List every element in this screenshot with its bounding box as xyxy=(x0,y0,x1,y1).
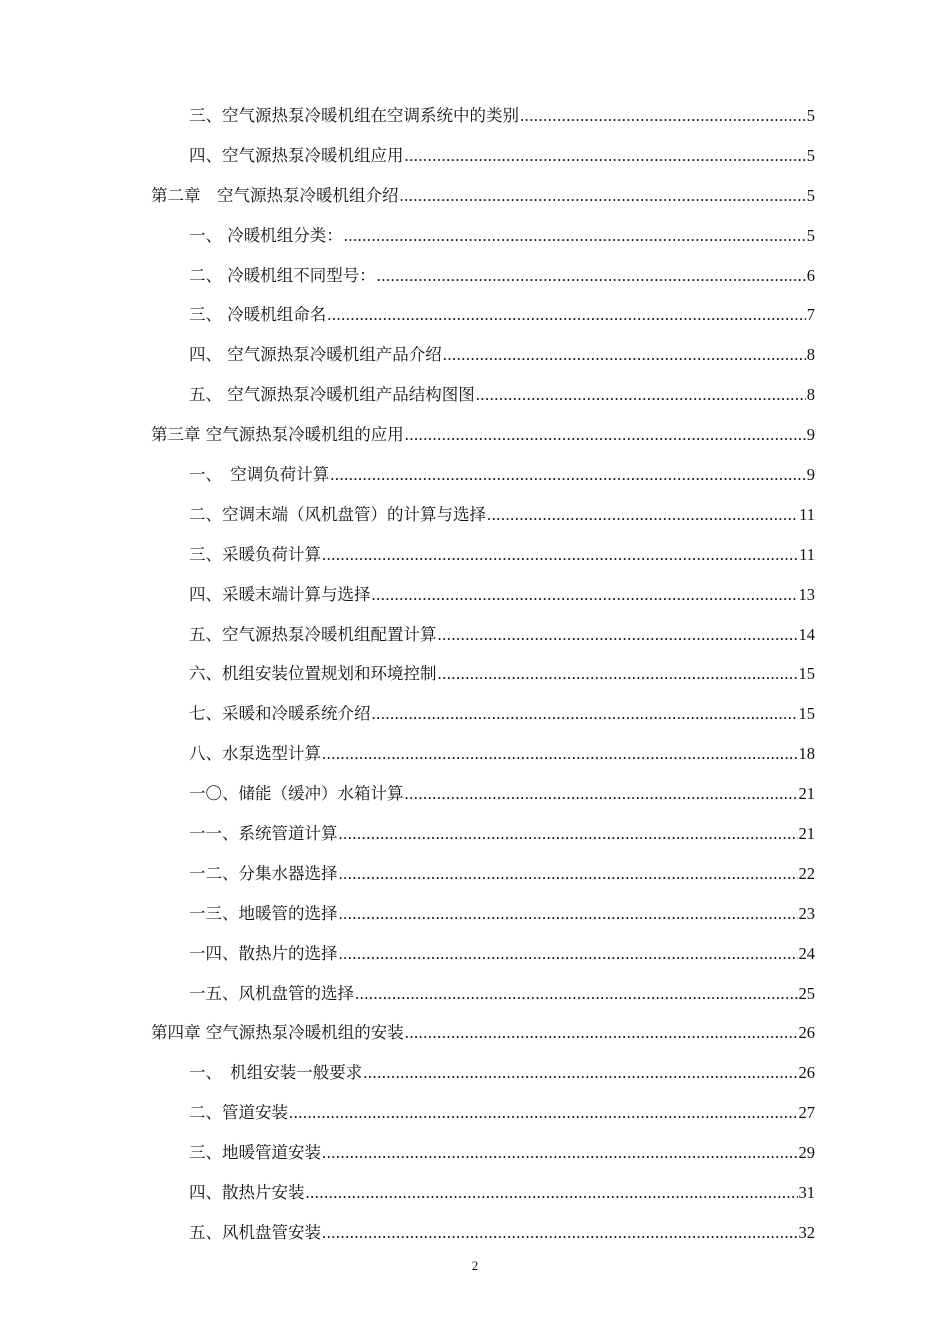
toc-section-entry[interactable] xyxy=(151,96,815,136)
toc-entry-label: 第二章 空气源热泵冷暖机组介绍 xyxy=(151,185,399,205)
toc-entry-label: 四、空气源热泵冷暖机组应用 xyxy=(189,145,404,165)
toc-section-entry[interactable] xyxy=(151,615,815,655)
toc-entry-page: 29 xyxy=(798,1143,815,1163)
toc-section-entry[interactable] xyxy=(151,974,815,1014)
toc-entry-label: 一四、散热片的选择 xyxy=(189,943,338,963)
toc-entry-label: 一五、风机盘管的选择 xyxy=(189,983,354,1003)
dot-leader xyxy=(327,295,806,335)
toc-entry-label: 八、水泵选型计算 xyxy=(189,744,321,764)
toc-entry-page: 18 xyxy=(798,744,815,764)
toc-entry-label: 三、地暖管道安装 xyxy=(189,1143,321,1163)
toc-section-entry[interactable] xyxy=(151,136,815,176)
dot-leader xyxy=(330,455,806,495)
dot-leader xyxy=(443,335,806,375)
toc-section-entry[interactable] xyxy=(151,934,815,974)
toc-section-entry[interactable] xyxy=(151,1053,815,1093)
toc-section-entry[interactable] xyxy=(151,814,815,854)
toc-chapter-entry[interactable] xyxy=(151,176,815,216)
dot-leader xyxy=(322,1213,798,1253)
toc-entry-label: 一、 机组安装一般要求 xyxy=(189,1063,363,1083)
toc-entry-page: 5 xyxy=(806,145,815,165)
toc-chapter-entry[interactable] xyxy=(151,415,815,455)
toc-entry-page: 8 xyxy=(806,345,815,365)
toc-section-entry[interactable] xyxy=(151,455,815,495)
toc-entry-page: 26 xyxy=(798,1063,815,1083)
toc-entry-page: 5 xyxy=(806,106,815,125)
toc-section-entry[interactable] xyxy=(151,216,815,256)
toc-entry-page: 24 xyxy=(798,943,815,963)
dot-leader xyxy=(487,495,798,535)
dot-leader xyxy=(289,1093,798,1133)
toc-entry-page: 11 xyxy=(799,544,815,564)
toc-entry-label: 一一、系统管道计算 xyxy=(189,824,338,844)
dot-leader xyxy=(476,375,806,415)
toc-entry-label: 四、散热片安装 xyxy=(189,1183,305,1203)
toc-entry-page: 15 xyxy=(798,664,815,684)
dot-leader xyxy=(322,535,798,575)
toc-entry-page: 23 xyxy=(798,903,815,923)
dot-leader xyxy=(306,1173,798,1213)
toc-entry-label: 第四章 空气源热泵冷暖机组的安装 xyxy=(151,1023,404,1043)
toc-entry-label: 六、机组安装位置规划和环境控制 xyxy=(189,664,437,684)
toc-entry-page: 7 xyxy=(806,305,815,325)
dot-leader xyxy=(339,894,798,934)
toc-entry-page: 25 xyxy=(798,983,815,1003)
dot-leader xyxy=(322,734,798,774)
toc-section-entry[interactable] xyxy=(151,295,815,335)
toc-section-entry[interactable] xyxy=(151,256,815,296)
toc-section-entry[interactable] xyxy=(151,575,815,615)
toc-entry-label: 二、 冷暖机组不同型号： xyxy=(189,265,376,285)
toc-section-entry[interactable] xyxy=(151,774,815,814)
toc-section-entry[interactable] xyxy=(151,1093,815,1133)
toc-section-entry[interactable] xyxy=(151,535,815,575)
toc-section-entry[interactable] xyxy=(151,495,815,535)
dot-leader xyxy=(372,575,798,615)
toc-chapter-entry[interactable] xyxy=(151,1013,815,1053)
dot-leader xyxy=(344,216,806,256)
dot-leader xyxy=(355,974,798,1014)
toc-entry-page: 13 xyxy=(798,584,815,604)
toc-entry-page: 6 xyxy=(806,265,815,285)
toc-entry-label: 一二、分集水器选择 xyxy=(189,863,338,883)
toc-entry-label: 三、空气源热泵冷暖机组在空调系统中的类别 xyxy=(189,106,519,125)
toc-section-entry[interactable] xyxy=(151,894,815,934)
toc-section-entry[interactable] xyxy=(151,1213,815,1253)
toc-entry-page: 5 xyxy=(806,225,815,245)
toc-section-entry[interactable] xyxy=(151,1173,815,1213)
toc-section-entry[interactable] xyxy=(151,1133,815,1173)
toc-section-entry[interactable] xyxy=(151,694,815,734)
toc-entry-label: 一、 冷暖机组分类： xyxy=(189,225,343,245)
toc-section-entry[interactable] xyxy=(151,734,815,774)
toc-section-entry[interactable] xyxy=(151,375,815,415)
toc-entry-label: 二、管道安装 xyxy=(189,1103,288,1123)
toc-entry-page: 22 xyxy=(798,863,815,883)
toc-entry-label: 一、 空调负荷计算 xyxy=(189,465,330,485)
toc-entry-page: 32 xyxy=(798,1222,815,1242)
dot-leader xyxy=(405,136,806,176)
toc-section-entry[interactable] xyxy=(151,854,815,894)
toc-entry-label: 二、空调末端（风机盘管）的计算与选择 xyxy=(189,504,486,524)
dot-leader xyxy=(520,96,806,136)
toc-entry-page: 14 xyxy=(798,624,815,644)
dot-leader xyxy=(339,854,798,894)
toc-entry-label: 第三章 空气源热泵冷暖机组的应用 xyxy=(151,425,404,445)
toc-entry-page: 31 xyxy=(798,1183,815,1203)
dot-leader xyxy=(322,1133,798,1173)
toc-entry-page: 9 xyxy=(806,425,815,445)
dot-leader xyxy=(377,256,806,296)
dot-leader xyxy=(363,1053,797,1093)
toc-entry-page: 26 xyxy=(798,1023,815,1043)
dot-leader xyxy=(405,1013,798,1053)
toc-entry-page: 8 xyxy=(806,385,815,405)
toc-entry-page: 11 xyxy=(799,504,815,524)
toc-entry-label: 七、采暖和冷暖系统介绍 xyxy=(189,704,371,724)
toc-entry-label: 四、采暖末端计算与选择 xyxy=(189,584,371,604)
dot-leader xyxy=(339,934,798,974)
toc-entry-page: 21 xyxy=(798,824,815,844)
toc-section-entry[interactable] xyxy=(151,654,815,694)
toc-entry-page: 9 xyxy=(806,465,815,485)
toc-entry-label: 一三、地暖管的选择 xyxy=(189,903,338,923)
dot-leader xyxy=(405,774,798,814)
toc-entry-label: 五、风机盘管安装 xyxy=(189,1222,321,1242)
dot-leader xyxy=(405,415,806,455)
toc-entry-label: 三、采暖负荷计算 xyxy=(189,544,321,564)
toc-section-entry[interactable] xyxy=(151,335,815,375)
table-of-contents xyxy=(151,96,815,1253)
page-number: 2 xyxy=(471,1258,479,1273)
dot-leader xyxy=(372,694,798,734)
toc-entry-label: 三、 冷暖机组命名 xyxy=(189,305,327,325)
toc-entry-page: 15 xyxy=(798,704,815,724)
toc-entry-page: 21 xyxy=(798,784,815,804)
toc-entry-page: 5 xyxy=(806,185,815,205)
dot-leader xyxy=(438,654,798,694)
dot-leader xyxy=(400,176,806,216)
toc-entry-label: 四、 空气源热泵冷暖机组产品介绍 xyxy=(189,345,442,365)
toc-entry-label: 五、空气源热泵冷暖机组配置计算 xyxy=(189,624,437,644)
dot-leader xyxy=(438,615,798,655)
toc-entry-page: 27 xyxy=(798,1103,815,1123)
toc-entry-label: 一〇、储能（缓冲）水箱计算 xyxy=(189,784,404,804)
dot-leader xyxy=(339,814,798,854)
toc-entry-label: 五、 空气源热泵冷暖机组产品结构图图 xyxy=(189,385,475,405)
